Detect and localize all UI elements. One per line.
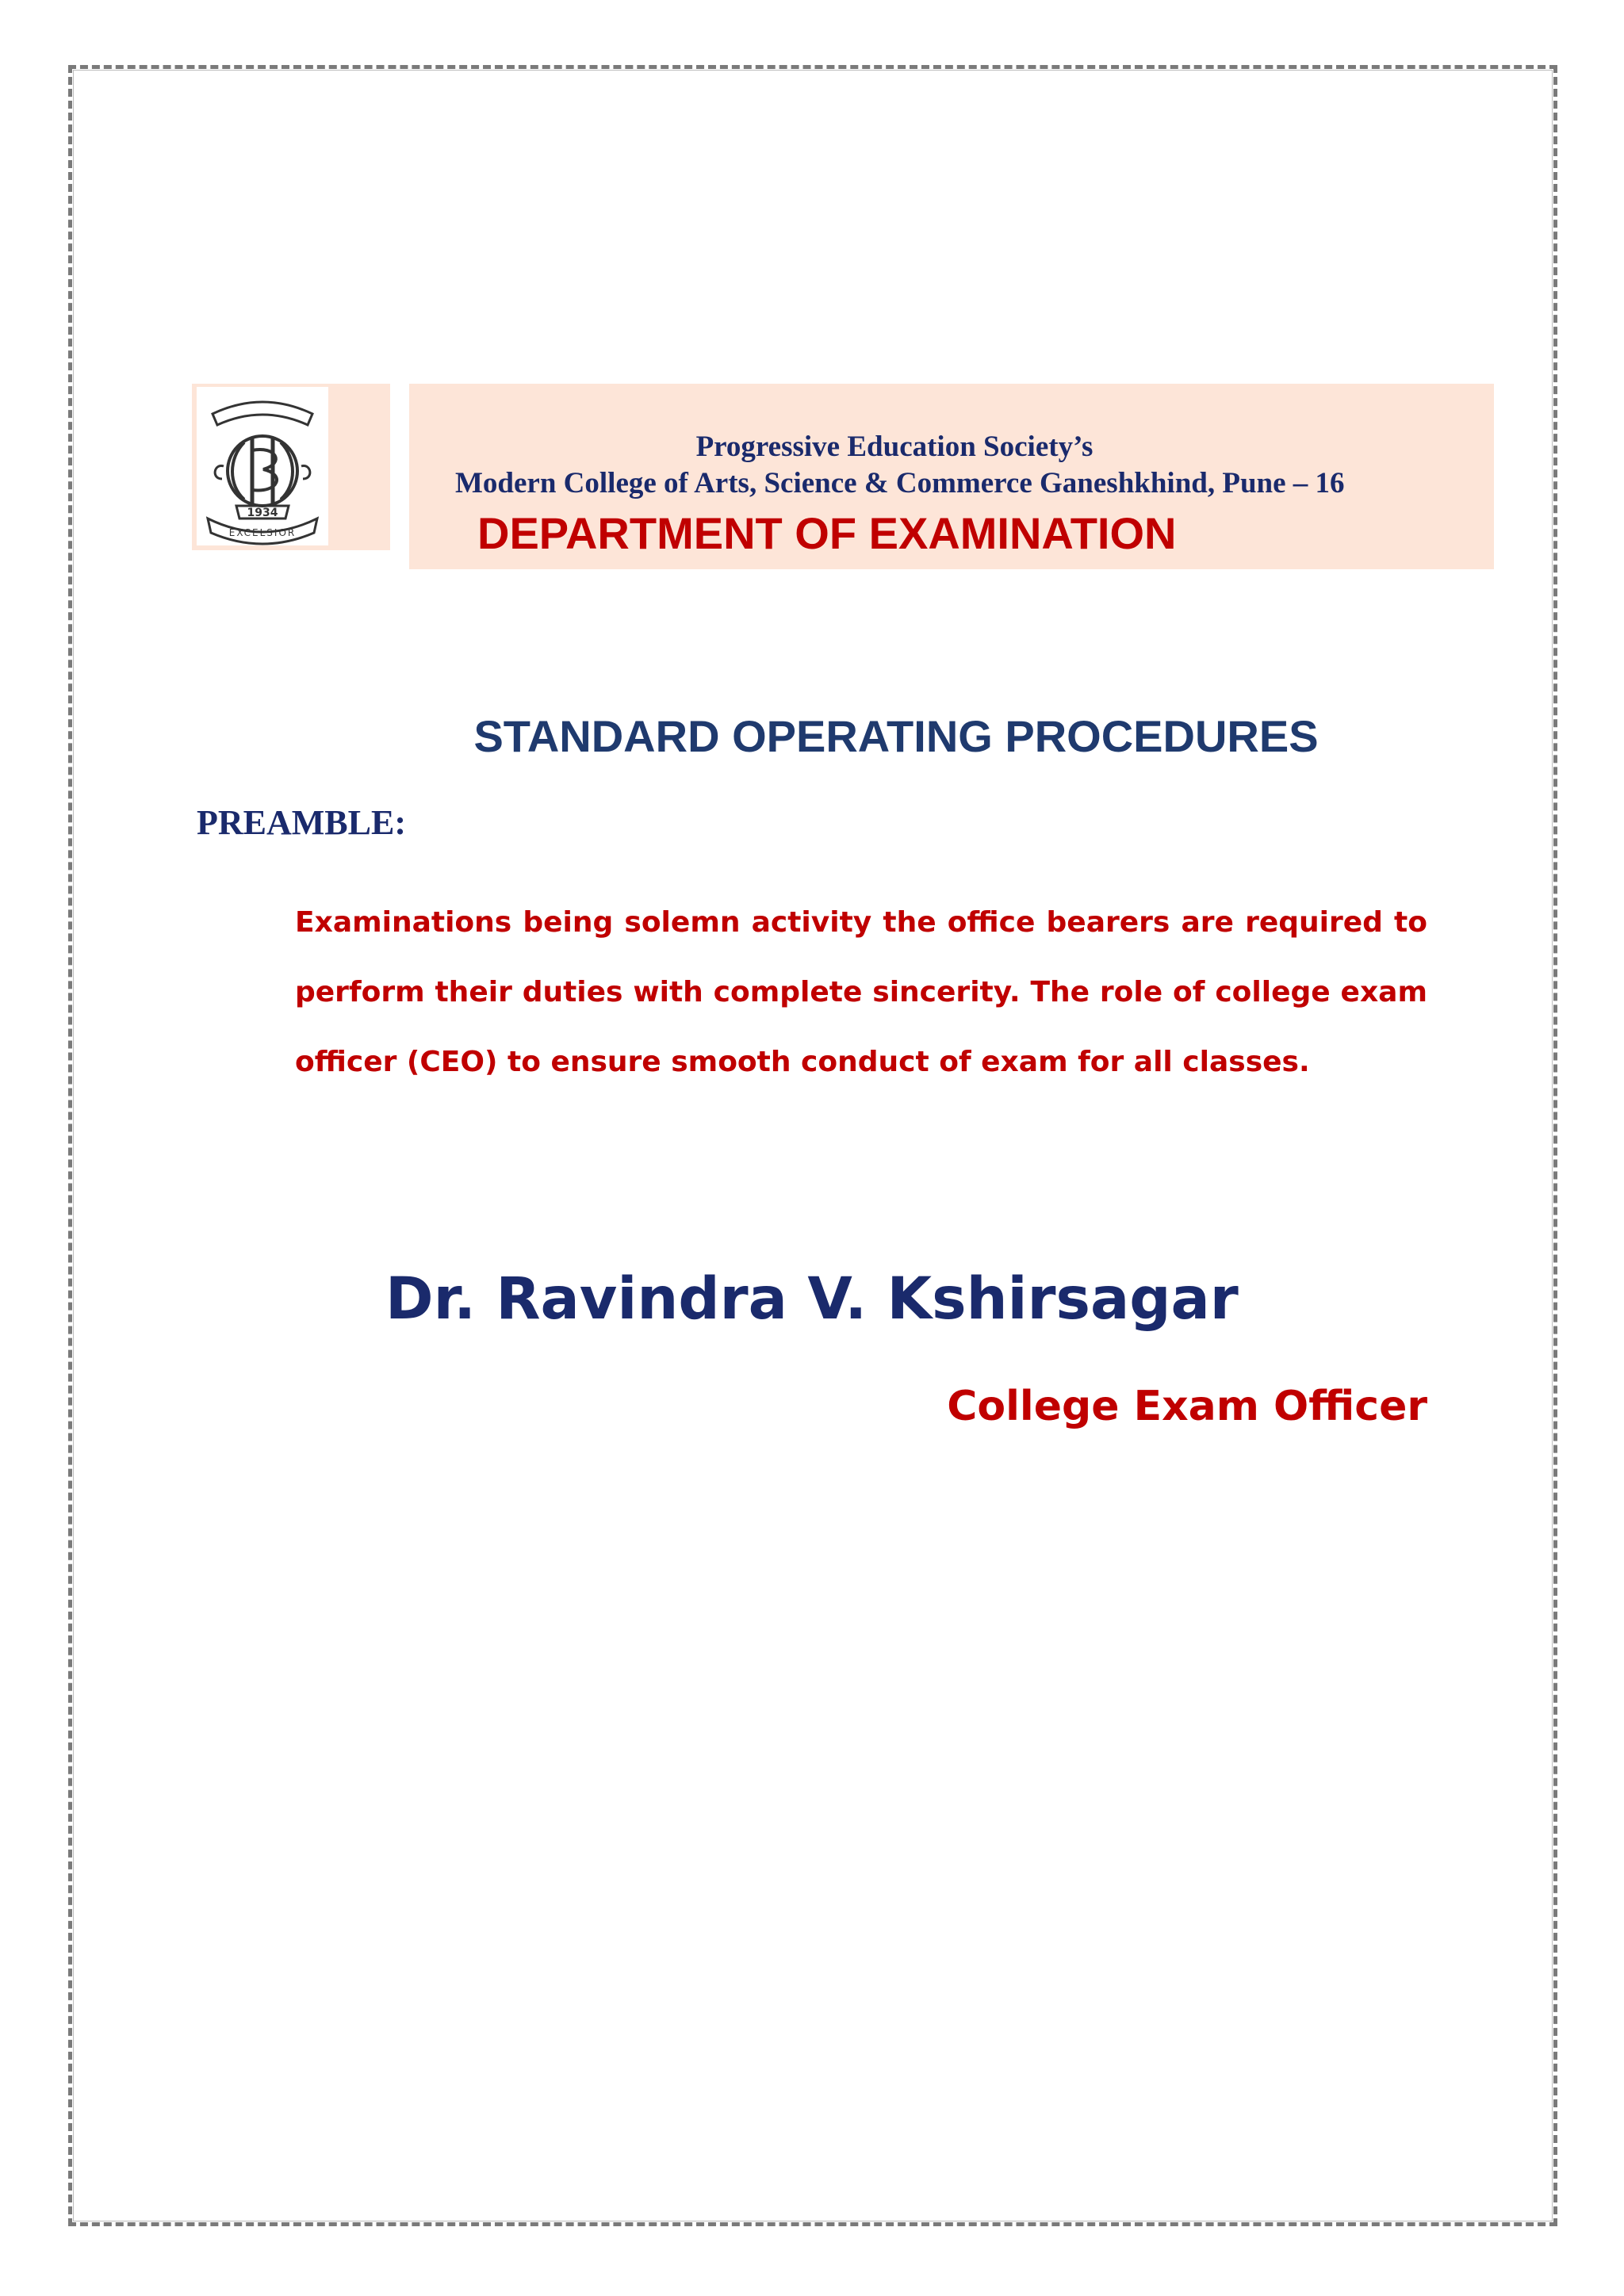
logo-year: 1934 bbox=[247, 507, 278, 519]
society-name: Progressive Education Society’s bbox=[695, 430, 1094, 463]
logo-panel bbox=[192, 384, 390, 550]
preamble-text: Examinations being solemn activity the office bearers are required to perform their duties with complete sincerity. The role of college exam officer (CEO) to ensure smooth conduct of exam for all classes. bbox=[295, 906, 1427, 1078]
header-band bbox=[409, 384, 1494, 569]
department-heading: DEPARTMENT OF EXAMINATION bbox=[477, 508, 1177, 558]
logo-banner: EXCELSIOR bbox=[228, 527, 297, 538]
college-logo bbox=[197, 387, 328, 545]
preamble-heading: PREAMBLE: bbox=[197, 803, 406, 842]
college-name: Modern College of Arts, Science & Commerce Ganeshkhind, Pune – 16 bbox=[455, 467, 1345, 499]
signatory-name: Dr. Ravindra V. Kshirsagar bbox=[385, 1265, 1239, 1333]
signatory-designation: College Exam Officer bbox=[947, 1383, 1427, 1430]
document-title: STANDARD OPERATING PROCEDURES bbox=[473, 711, 1319, 761]
